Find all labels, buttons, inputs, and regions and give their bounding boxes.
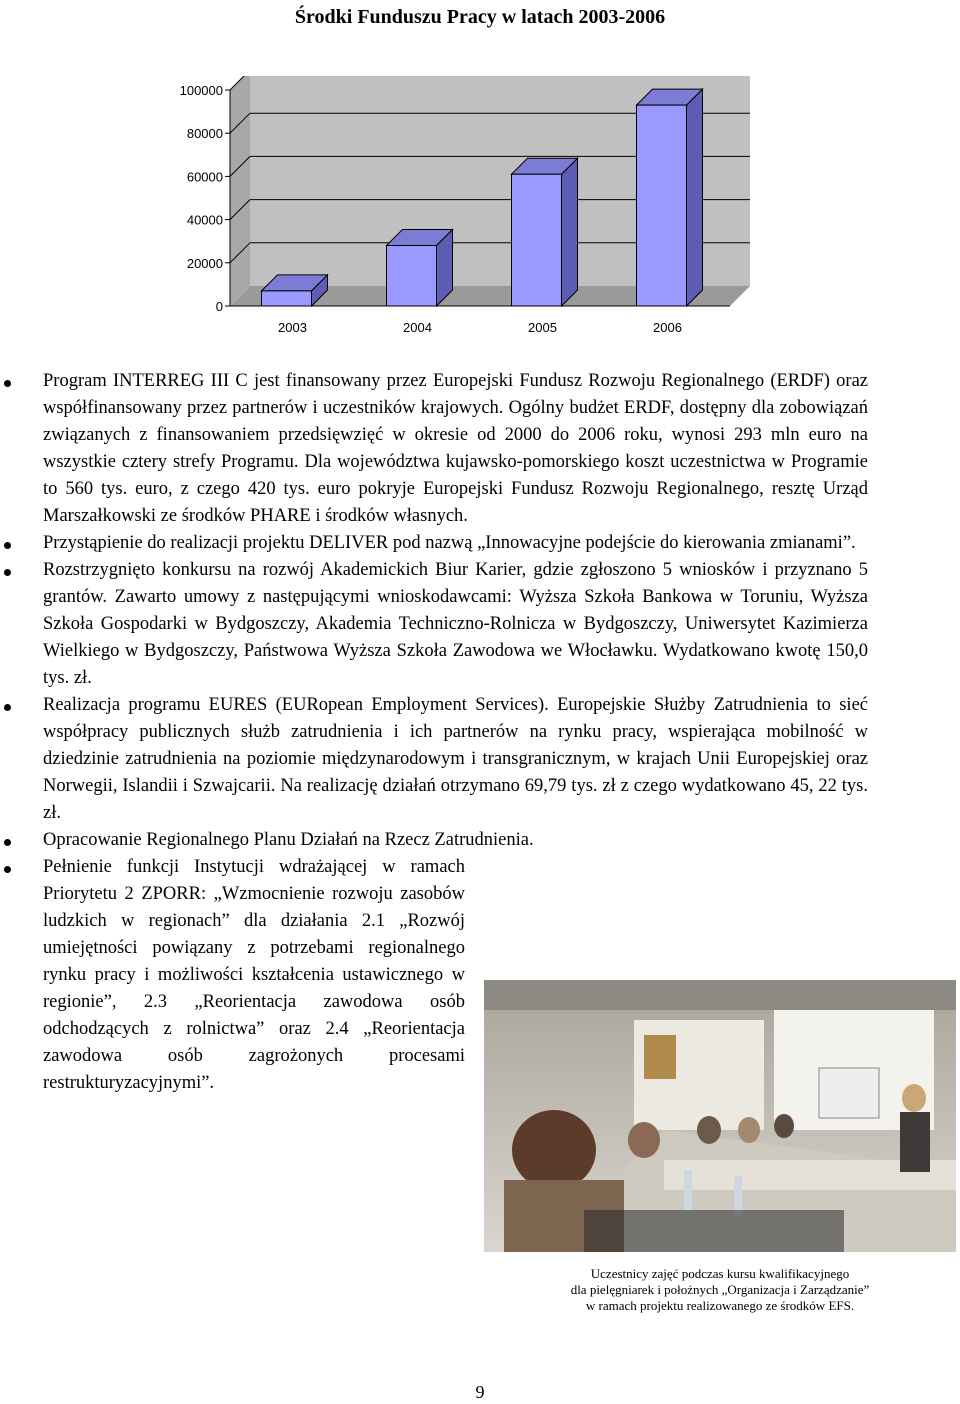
bar-2006: [637, 105, 687, 306]
bullet-item-plan: [0, 827, 960, 854]
x-tick-label: 2006: [653, 320, 682, 335]
page-number: 9: [475, 1382, 485, 1402]
y-tick-label: 40000: [186, 212, 223, 228]
x-tick-label: 2005: [528, 320, 557, 335]
training-photo: [484, 980, 956, 1252]
y-tick-label: 60000: [186, 169, 223, 185]
training-photo-image: [484, 980, 956, 1252]
photo-caption-line: dla pielęgniarek i położnych „Organizacja i Zarządzanie”: [570, 1282, 870, 1297]
y-tick-label: 20000: [186, 255, 223, 271]
bar-side: [687, 89, 703, 306]
bullet-icon: [4, 839, 11, 846]
y-tick-label: 0: [215, 299, 223, 314]
photo-caption: [484, 1266, 956, 1314]
bar-2004: [387, 246, 437, 306]
bullet-icon: [4, 704, 11, 711]
bullet-text: Realizacja programu EURES (EURopean Employment Services). Europejskie Służby Zatrudnienia to sieć współpracy publicznych służb zatrudnienia i ich partnerów na rynku pracy, wspierająca mobilność w dziedzinie zatrudnienia na poziomie międzynarodowym i transgranicznym, w krajach Unii Europejskiej oraz Norwegii, Islandii i Szwajcarii. Na realizację działań otrzymano 69,79 tys. zł z czego wydatkowano 45, 22 tys. zł.: [43, 695, 868, 823]
bullet-text: Pełnienie funkcji Instytucji wdrażającej w ramach Priorytetu 2 ZPORR: „Wzmocnienie rozwoju zasobów ludzkich w regionach” dla działania 2.1 „Rozwój umiejętności powiązany z potrzebami regionalnego rynku pracy i możliwości kształcenia ustawicznego w regionie”, 2.3 „Reorientacja zawodowa osób odchodzących z rolnictwa” oraz 2.4 „Reorientacja zawodowa osób zagrożonych procesami restrukturyzacyjnymi”.: [43, 857, 465, 1093]
bullet-text: Rozstrzygnięto konkursu na rozwój Akademickich Biur Karier, gdzie zgłoszono 5 wniosków i przyznano 5 grantów. Zawarto umowy z następującymi wnioskodawcami: Wyższa Szkoła Bankowa w Toruniu, Wyższa Szkoła Gospodarki w Bydgoszczy, Akademia Techniczno-Rolnicza w Bydgoszczy, Uniwersytet Kazimierza Wielkiego w Bydgoszczy, Państwowa Wyższa Szkoła Zawodowa we Włocławku. Wydatkowano kwotę 150,0 tys. zł.: [43, 560, 868, 688]
bullet-icon: [4, 866, 11, 873]
bar-chart: [150, 76, 770, 348]
x-tick-label: 2003: [278, 320, 307, 335]
photo-caption-line: Uczestnicy zajęć podczas kursu kwalifikacyjnego: [590, 1266, 850, 1281]
bullet-item-interreg: [0, 368, 960, 530]
bullet-item-eures: [0, 692, 960, 827]
bullet-icon: [4, 542, 11, 549]
y-tick-label: 80000: [186, 126, 223, 142]
y-tick-label: 100000: [179, 83, 223, 98]
photo-caption-line: w ramach projektu realizowanego ze środków EFS.: [585, 1298, 855, 1313]
bullet-text: Przystąpienie do realizacji projektu DELIVER pod nazwą „Innowacyjne podejście do kierowania zmianami”.: [43, 533, 856, 553]
bullet-text: Opracowanie Regionalnego Planu Działań na Rzecz Zatrudnienia.: [43, 830, 534, 850]
bullet-icon: [4, 569, 11, 576]
chart-side-wall: [230, 76, 250, 306]
x-tick-label: 2004: [403, 320, 432, 335]
bullet-item-deliver: [0, 530, 960, 557]
bullet-icon: [4, 380, 11, 387]
bar-2005: [512, 174, 562, 306]
bar-2003: [262, 291, 312, 306]
bullet-text: Program INTERREG III C jest finansowany przez Europejski Fundusz Rozwoju Regionalnego (ERDF) oraz współfinansowany przez partnerów i uczestników krajowych. Ogólny budżet ERDF, dostępny dla zobowiązań związanych z finansowaniem przedsięwzięć w okresie od 2000 do 2006 roku, wynosi 293 mln euro na wszystkie cztery strefy Programu. Dla województwa kujawsko-pomorskiego koszt uczestnictwa w Programie to 560 tys. euro, z czego 420 tys. euro pokryje Europejski Fundusz Rozwoju Regionalnego, resztę Urząd Marszałkowski ze środków PHARE i środków własnych.: [43, 371, 868, 526]
bar-side: [562, 158, 578, 306]
bullet-item-biura-karier: [0, 557, 960, 692]
page-title: Środki Funduszu Pracy w latach 2003-2006: [294, 6, 666, 28]
